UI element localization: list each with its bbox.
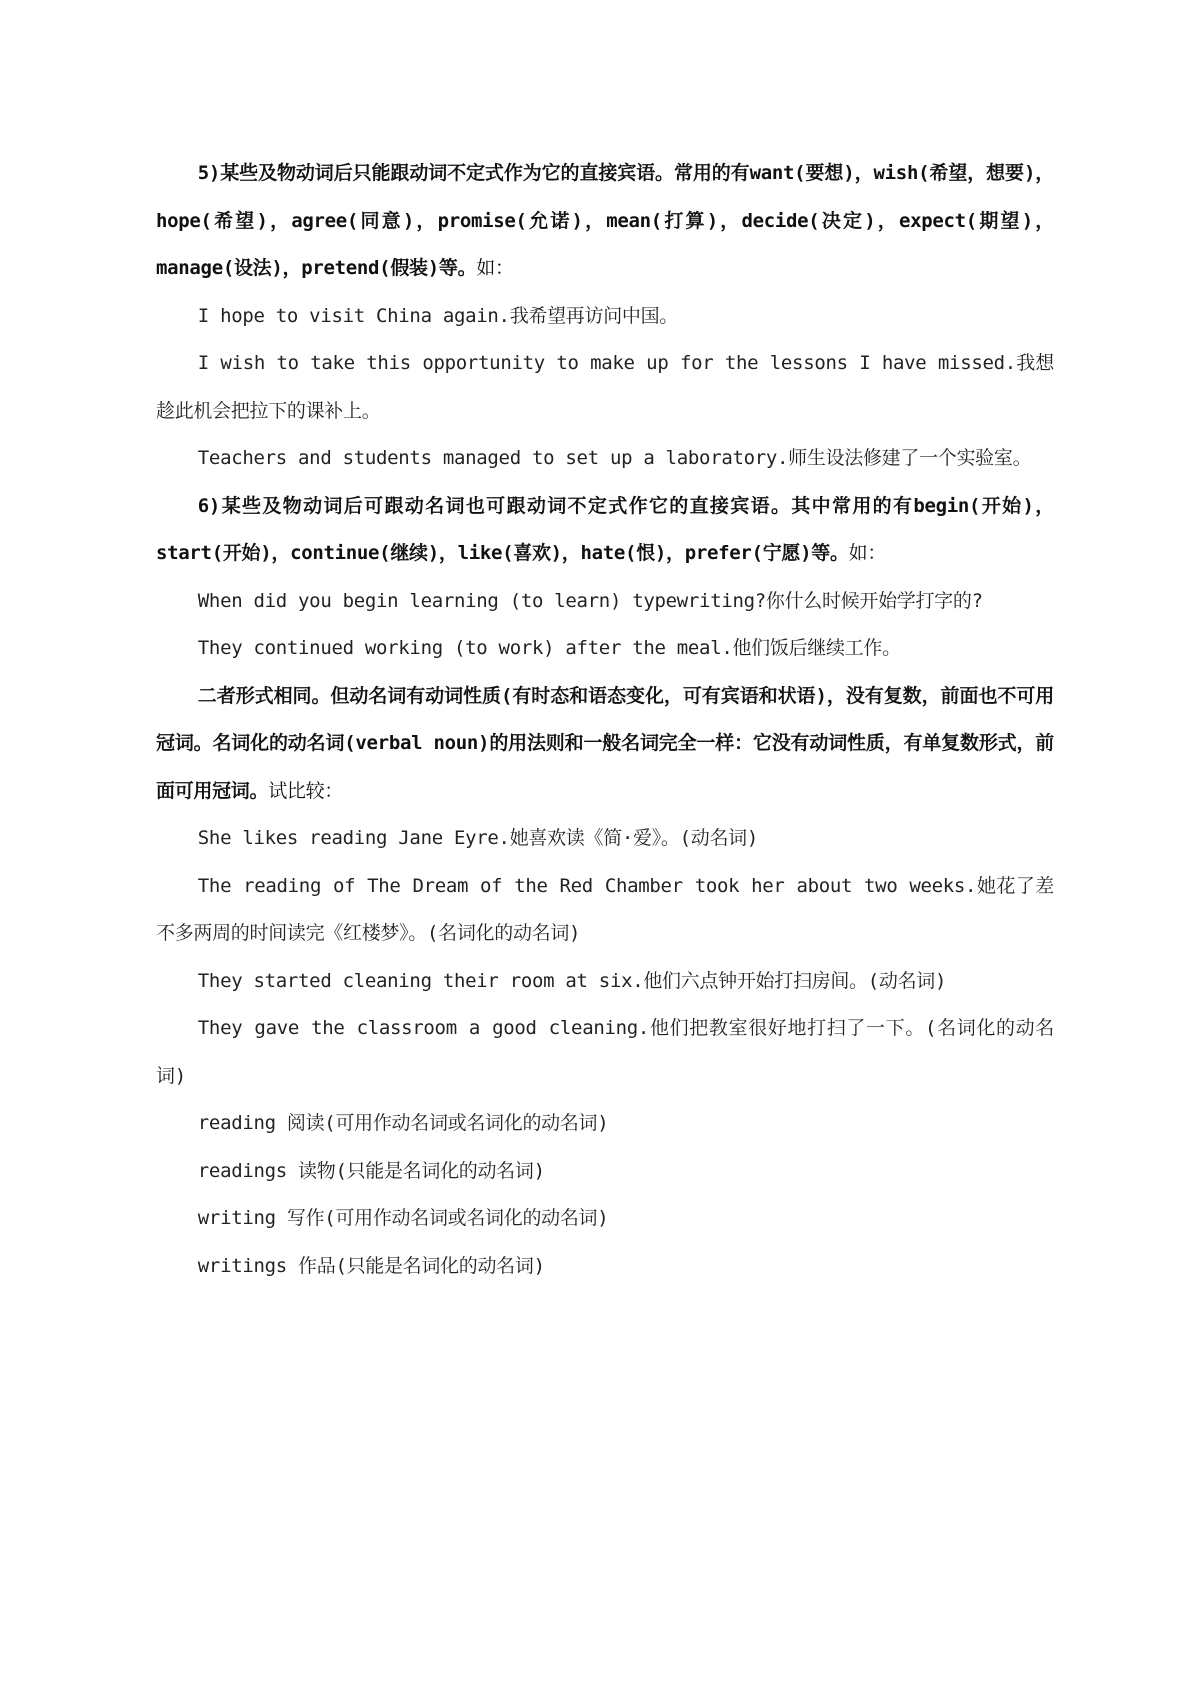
- vocab-writings: writings 作品(只能是名词化的动名词): [197, 1254, 545, 1277]
- rule-5-heading: 5)某些及物动词后只能跟动词不定式作为它的直接宾语。常用的有want(要想)，wish(希望，想要)，hope(希望)，agree(同意)，promise(允诺)，mean(打算)，decide(决定)，expect(期望)，manage(设法)，pretend(假装)等。: [156, 162, 1054, 279]
- vocab-reading: reading 阅读(可用作动名词或名词化的动名词): [197, 1112, 609, 1134]
- example-good-cleaning: They gave the classroom a good cleaning.他们把教室很好地打扫了一下。(名词化的动名词): [156, 1017, 1054, 1087]
- example-the-reading: The reading of The Dream of the Red Chamber took her about two weeks.她花了差不多两周的时间读完《红楼梦》。(名词化的动名词): [156, 874, 1054, 944]
- example-started-cleaning: They started cleaning their room at six.他们六点钟开始打扫房间。(动名词): [197, 969, 947, 992]
- rule-5-tail: 如：: [476, 257, 514, 279]
- example-manage: Teachers and students managed to set up a laboratory.师生设法修建了一个实验室。: [197, 447, 1032, 469]
- paragraph-comparison: [156, 673, 1054, 816]
- vocab-writing: writing 写作(可用作动名词或名词化的动名词): [197, 1207, 609, 1229]
- paragraph-rule-6: [156, 483, 1054, 578]
- example-continue: They continued working (to work) after the meal.他们饭后继续工作。: [197, 637, 901, 659]
- example-begin: When did you begin learning (to learn) typewriting?你什么时候开始学打字的?: [197, 589, 983, 612]
- example-likes-reading: She likes reading Jane Eyre.她喜欢读《简·爱》。(动名词): [197, 827, 759, 849]
- comparison-tail: 试比较：: [268, 779, 344, 802]
- rule-6-heading: 6)某些及物动词后可跟动名词也可跟动词不定式作它的直接宾语。其中常用的有begin(开始)，start(开始)，continue(继续)，like(喜欢)，hate(恨)，prefer(宁愿)等。: [156, 494, 1054, 564]
- comparison-heading: 二者形式相同。但动名词有动词性质(有时态和语态变化，可有宾语和状语)，没有复数，前面也不可用冠词。名词化的动名词(verbal noun)的用法则和一般名词完全一样：它没有动词性质，有单复数形式，前面可用冠词。: [156, 684, 1054, 802]
- rule-6-tail: 如：: [848, 542, 887, 564]
- example-wish: I wish to take this opportunity to make up for the lessons I have missed.我想趁此机会把拉下的课补上。: [156, 352, 1054, 422]
- document-body: [156, 150, 1054, 1290]
- paragraph-rule-5: [156, 150, 1054, 293]
- vocab-readings: readings 读物(只能是名词化的动名词): [197, 1159, 545, 1182]
- example-hope: I hope to visit China again.我希望再访问中国。: [197, 304, 678, 327]
